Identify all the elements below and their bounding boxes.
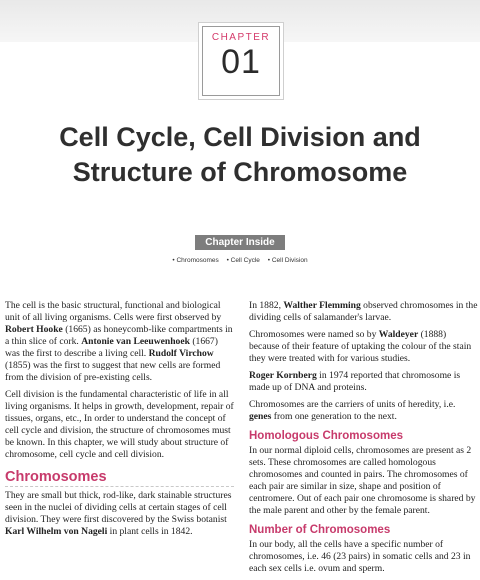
cell-division-paragraph: Cell division is the fundamental characteristic of life in all living organisms. It helps in growth, development, repair of tissues, organs, etc., In order to understand the concept of cell cycle and division, the structure of chromosomes must be known. In this chapter, we will study about structure of chromosome, cell cycle and cell division. — [5, 389, 234, 460]
title-line-2: Structure of Chromosome — [72, 157, 408, 187]
section-heading-homologous: Homologous Chromosomes — [249, 430, 403, 442]
name-flemming: Walther Flemming — [283, 300, 361, 311]
waldeyer-paragraph: Chromosomes were named so by Waldeyer (1888) because of their feature of uptaking the colour of the stain they were treated with for various studies. — [249, 329, 472, 364]
chromosomes-paragraph: They are small but thick, rod-like, dark stainable structures seen in the nuclei of dividing cells at certain stages of cell division. They were first discovered by the Swiss botanist Karl Wilhelm von Nageli in plant cells in 1842. — [5, 490, 232, 537]
homologous-paragraph: In our normal diploid cells, chromosomes are present as 2 sets. These chromosomes are called homologous chromosomes and counted in pairs. The chromosomes of each pair are similar in size, shape and position of centromere. Out of each pair one chromosome is shared by the male parent and other by the female parent. — [249, 445, 476, 516]
name-virchow: Rudolf Virchow — [148, 348, 214, 359]
name-leeuwenhoek: Antonie van Leeuwenhoek — [81, 336, 190, 347]
name-hooke: Robert Hooke — [5, 324, 63, 335]
chapter-inside-list — [0, 257, 480, 264]
chapter-inside-item: • Cell Division — [267, 257, 308, 264]
left-column — [5, 300, 234, 543]
chapter-title — [0, 120, 480, 190]
chapter-badge — [202, 26, 280, 96]
chapter-number: 01 — [221, 43, 261, 81]
term-genes: genes — [249, 411, 272, 422]
section-heading-chromosomes: Chromosomes — [5, 470, 234, 487]
intro-paragraph: The cell is the basic structural, functional and biological unit of all living organisms. Cells were first observed by Robert Hooke (1665) as honeycomb-like compartments in a thin slice of cork. Antonie van Leeuwenhoek (1667) was the first to describe a living cell. Rudolf Virchow (1855) was the first to suggest that new cells are formed from the division of pre-existing cells. — [5, 300, 233, 383]
heredity-paragraph: Chromosomes are the carriers of units of heredity, i.e. genes from one generation to the next. — [249, 399, 456, 422]
name-nageli: Karl Wilhelm von Nageli — [5, 526, 108, 537]
title-line-1: Cell Cycle, Cell Division and — [59, 122, 421, 152]
chapter-label: CHAPTER — [211, 32, 271, 43]
name-kornberg: Roger Kornberg — [249, 370, 317, 381]
chapter-inside-heading: Chapter Inside — [195, 235, 285, 250]
flemming-paragraph: In 1882, Walther Flemming observed chromosomes in the dividing cells of salamander's larvae. — [249, 300, 478, 323]
kornberg-paragraph: Roger Kornberg in 1974 reported that chromosome is made up of DNA and proteins. — [249, 370, 461, 393]
name-waldeyer: Waldeyer — [378, 329, 419, 340]
number-paragraph: In our body, all the cells have a specific number of chromosomes, i.e. 46 (23 pairs) in somatic cells and 23 in each sex cells i.e. ovum and sperm. — [249, 539, 471, 574]
chapter-inside-item: • Chromosomes — [172, 257, 219, 264]
section-heading-number: Number of Chromosomes — [249, 524, 391, 536]
chapter-inside-item: • Cell Cycle — [226, 257, 260, 264]
right-column — [249, 300, 478, 580]
